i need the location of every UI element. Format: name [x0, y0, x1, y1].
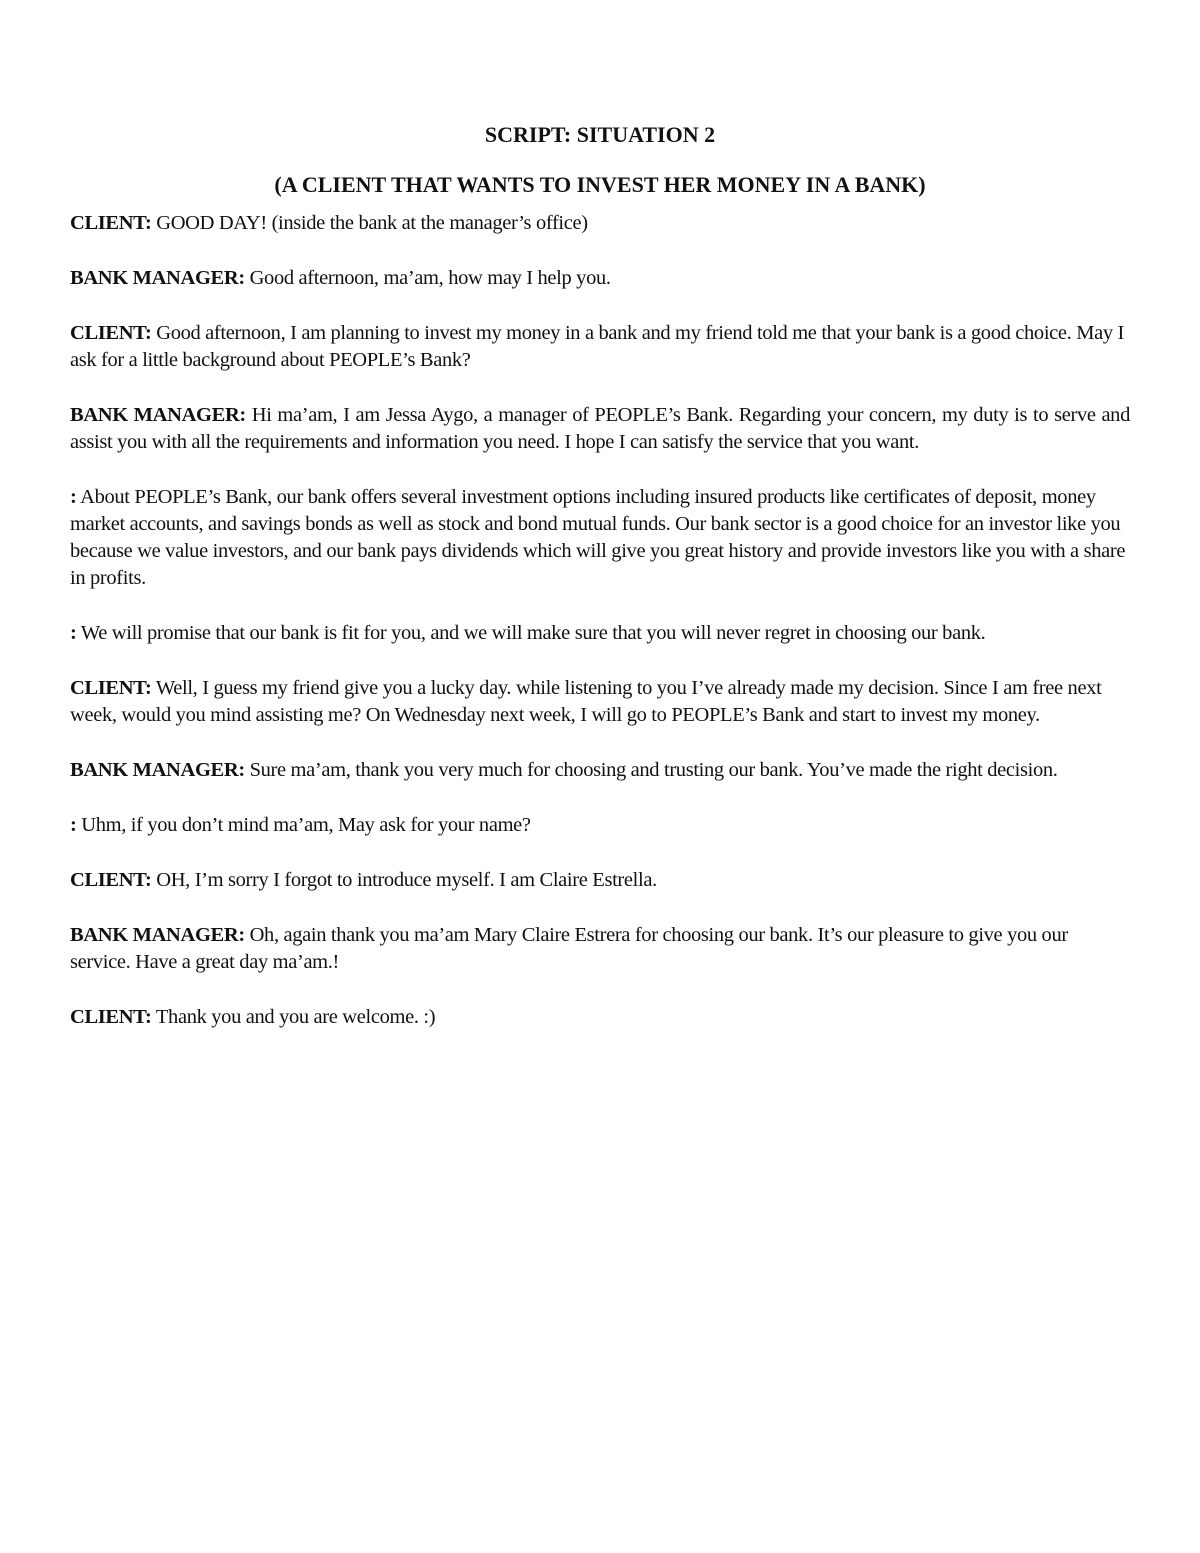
dialogue-text: Oh, again thank you ma’am Mary Claire Estrera for choosing our bank. It’s our pleasure to give you our service. Have a great day ma’am.!: [70, 924, 1068, 973]
dialogue-text: Good afternoon, I am planning to invest my money in a bank and my friend told me that your bank is a good choice. May I ask for a little background about PEOPLE’s Bank?: [70, 322, 1124, 371]
dialogue-text: OH, I’m sorry I forgot to introduce myself. I am Claire Estrella.: [151, 869, 657, 891]
speaker-label: CLIENT:: [70, 1006, 152, 1028]
dialogue-text: Hi ma’am, I am Jessa Aygo, a manager of PEOPLE’s Bank. Regarding your concern, my duty is to serve and assist you with all the requirements and information you need. I hope I can satisfy the service that you want.: [70, 404, 1130, 453]
dialogue-line: [70, 675, 1130, 729]
dialogue-line: [70, 620, 1130, 647]
dialogue-text: Well, I guess my friend give you a lucky day. while listening to you I’ve already made my decision. Since I am free next week, would you mind assisting me? On Wednesday next week, I will go to PEOPLE’s Bank and start to invest my money.: [70, 677, 1102, 726]
speaker-label: BANK MANAGER:: [70, 759, 245, 781]
dialogue-text: Thank you and you are welcome. :): [151, 1006, 436, 1028]
dialogue-line: [70, 867, 1130, 894]
dialogue-text: About PEOPLE’s Bank, our bank offers several investment options including insured products like certificates of deposit, money market accounts, and savings bonds as well as stock and bond mutual funds. Our bank sector is a good choice for an investor like you because we value investors, and our bank pays dividends which will give you great history and provide investors like you with a share in profits.: [70, 486, 1126, 589]
speaker-label: BANK MANAGER:: [70, 267, 245, 289]
speaker-label: CLIENT:: [70, 322, 152, 344]
dialogue-line: [70, 265, 1130, 292]
dialogue-line: [70, 812, 1130, 839]
speaker-label: BANK MANAGER:: [70, 404, 246, 426]
dialogue-line: [70, 757, 1130, 784]
speaker-label: :: [70, 814, 77, 836]
document-title: SCRIPT: SITUATION 2: [484, 122, 716, 147]
dialogue-line: [70, 402, 1130, 456]
document-subtitle: (A CLIENT THAT WANTS TO INVEST HER MONEY IN A BANK): [274, 172, 926, 197]
speaker-label: CLIENT:: [70, 677, 152, 699]
speaker-label: :: [70, 622, 77, 644]
dialogue-text: We will promise that our bank is fit for you, and we will make sure that you will never regret in choosing our bank.: [76, 622, 986, 644]
dialogue-text: Uhm, if you don’t mind ma’am, May ask for your name?: [76, 814, 531, 836]
dialogue-text: Sure ma’am, thank you very much for choosing and trusting our bank. You’ve made the right decision.: [244, 759, 1058, 781]
dialogue-line: [70, 1004, 1130, 1031]
dialogue-text: Good afternoon, ma’am, how may I help you.: [244, 267, 611, 289]
document-page: [70, 120, 1130, 1059]
dialogue-line: [70, 210, 1130, 237]
dialogue-line: [70, 484, 1130, 592]
dialogue-line: [70, 320, 1130, 374]
dialogue-text: GOOD DAY! (inside the bank at the manager’s office): [151, 212, 588, 234]
speaker-label: CLIENT:: [70, 212, 152, 234]
dialogue-line: [70, 922, 1130, 976]
speaker-label: :: [70, 486, 77, 508]
speaker-label: CLIENT:: [70, 869, 152, 891]
speaker-label: BANK MANAGER:: [70, 924, 245, 946]
